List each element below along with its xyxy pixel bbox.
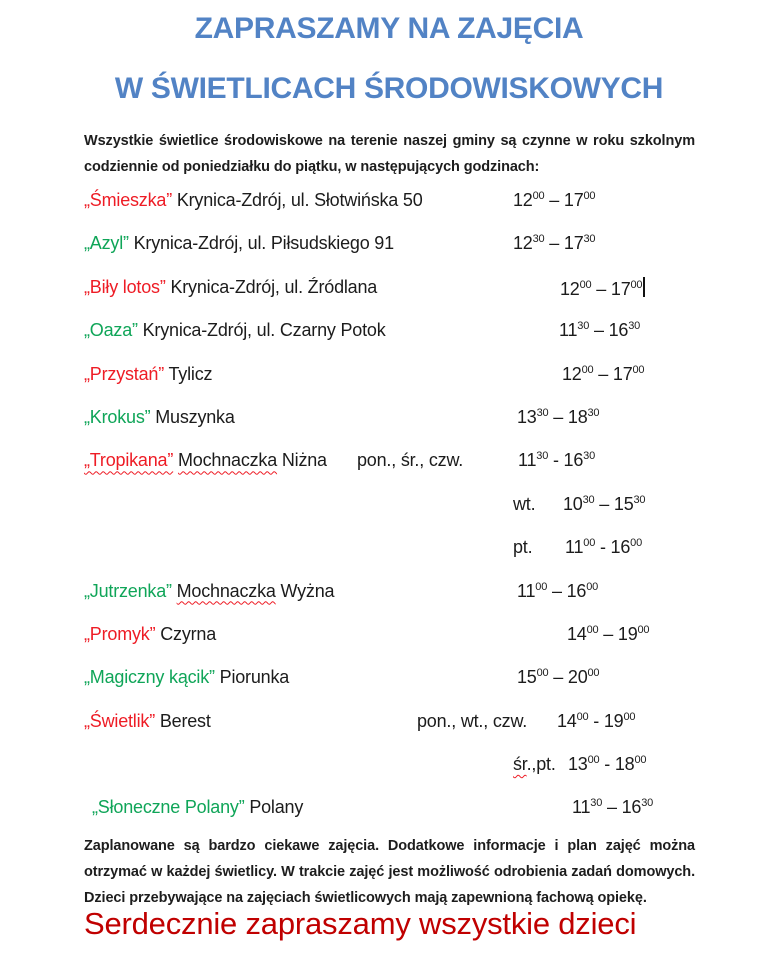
footer-paragraph: Zaplanowane są bardzo ciekawe zajęcia. Dodatkowe informacje i plan zajęć można otrzymać w każdej świetlicy. W trakcie zajęć jest możliwość odrobienia zadań domowych. Dzieci przebywające na zajęciach świetlicowych mają zapewnioną fachową opiekę. xyxy=(84,838,695,906)
document-title-line2: W ŚWIETLICACH ŚRODOWISKOWYCH xyxy=(114,72,664,105)
facility-location: Tylicz xyxy=(168,363,213,384)
schedule-row xyxy=(84,277,778,320)
schedule-time: $12^{30} - 17^{30}$ xyxy=(513,233,596,254)
schedule-row xyxy=(84,364,778,407)
schedule-time: $11^{30} - 16^{30}$ xyxy=(518,450,596,471)
closing-line: Serdecznie zapraszamy wszystkie dzieci xyxy=(84,906,637,941)
facility-name: „Przystań” xyxy=(84,363,165,384)
facility-location: Mochnaczka Niżna xyxy=(177,450,327,471)
schedule-time: $12^{00} - 17^{00}$ xyxy=(560,277,645,300)
facility-location: Polany xyxy=(249,797,304,818)
facility-name: „Azyl” xyxy=(84,233,129,254)
schedule-row xyxy=(84,494,778,537)
facility-location: Mochnaczka Wyżna xyxy=(176,580,335,601)
facility-name: „Oaza” xyxy=(84,320,138,341)
schedule-time: $11^{00} - 16^{00}$ xyxy=(517,580,599,601)
facility-name: „Słoneczne Polany” xyxy=(92,797,245,818)
schedule-time: $14^{00} - 19^{00}$ xyxy=(557,710,636,731)
facility-name: „Świetlik” xyxy=(84,710,156,731)
schedule-time: $14^{00} - 19^{00}$ xyxy=(567,623,650,644)
facility-location: Czyrna xyxy=(160,623,217,644)
schedule-days: pt. xyxy=(513,537,533,558)
facility-location: Krynica-Zdrój, ul. Źródlana xyxy=(170,276,378,297)
facility-location: Muszynka xyxy=(155,406,235,427)
schedule-days: śr.,pt. xyxy=(513,754,556,775)
schedule-row xyxy=(84,450,778,493)
facility-location: Piorunka xyxy=(219,667,290,688)
facility-name: „Magiczny kącik” xyxy=(84,667,215,688)
schedule-time: $13^{30} - 18^{30}$ xyxy=(517,406,600,427)
facility-name: „Krokus” xyxy=(84,406,151,427)
schedule-time: $12^{00} - 17^{00}$ xyxy=(513,190,596,210)
schedule-row xyxy=(84,667,778,710)
facility-location: Berest xyxy=(159,710,211,731)
facility-location: Krynica-Zdrój, ul. Czarny Potok xyxy=(142,320,386,341)
schedule-time: $13^{00} - 18^{00}$ xyxy=(568,754,647,775)
facility-location: Krynica-Zdrój, ul. Słotwińska 50 xyxy=(176,190,423,210)
facility-name: „Tropikana” xyxy=(84,450,174,471)
text-cursor xyxy=(643,277,645,297)
document-title-line1: ZAPRASZAMY NA ZAJĘCIA xyxy=(194,12,584,45)
schedule-time: $11^{00} - 16^{00}$ xyxy=(565,537,643,558)
schedule-row xyxy=(84,233,778,276)
schedule-row xyxy=(84,624,778,667)
facility-name: „Jutrzenka” xyxy=(84,580,172,601)
schedule-days: pon., wt., czw. xyxy=(417,710,528,731)
schedule-time: $10^{30} - 15^{30}$ xyxy=(563,493,646,514)
facility-location: Krynica-Zdrój, ul. Piłsudskiego 91 xyxy=(133,233,394,254)
facility-name: „Śmieszka” xyxy=(84,190,173,210)
facility-name: „Promyk” xyxy=(84,623,156,644)
schedule-time: $11^{30} - 16^{30}$ xyxy=(572,797,654,818)
schedule-row xyxy=(84,320,778,363)
intro-paragraph: Wszystkie świetlice środowiskowe na terenie naszej gminy są czynne w roku szkolnym codziennie od poniedziałku do piątku, w następujących godzinach: xyxy=(84,133,695,175)
schedule-row xyxy=(84,581,778,624)
schedule-row xyxy=(84,537,778,580)
schedule-row xyxy=(84,754,778,797)
schedule-row xyxy=(84,407,778,450)
schedule-time: $11^{30} - 16^{30}$ xyxy=(559,320,641,341)
facility-name: „Biły lotos” xyxy=(84,276,166,297)
schedule-days: wt. xyxy=(513,493,536,514)
schedule-list xyxy=(84,190,778,841)
schedule-days: pon., śr., czw. xyxy=(357,450,464,471)
schedule-time: $12^{00} - 17^{00}$ xyxy=(562,363,645,384)
schedule-row xyxy=(84,190,778,233)
schedule-row xyxy=(84,711,778,754)
schedule-time: $15^{00} - 20^{00}$ xyxy=(517,667,600,688)
